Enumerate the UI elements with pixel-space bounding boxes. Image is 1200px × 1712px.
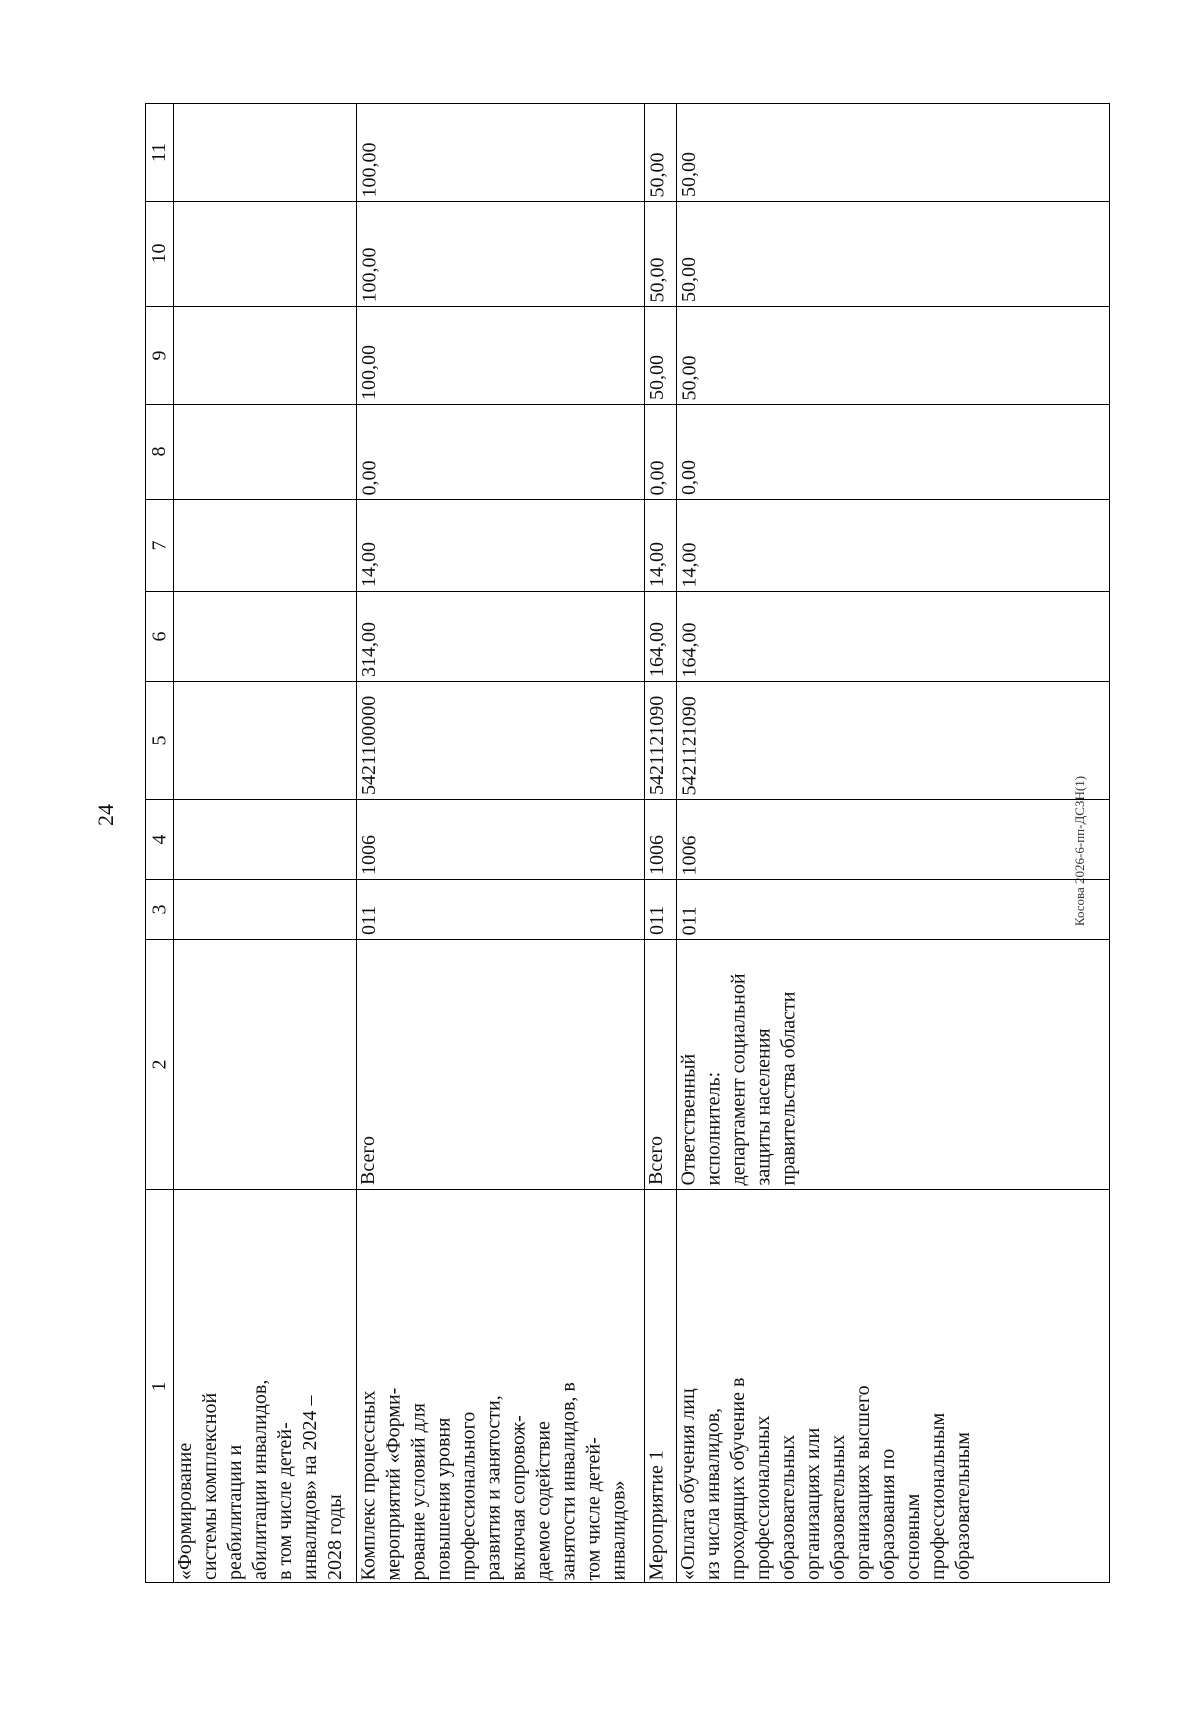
cell-value: 50,00 [646,257,668,302]
row-2-col-7 [356,499,644,591]
row-2-col-5 [356,681,644,799]
row-2-col-6 [356,591,644,681]
cell-text-line: основным [902,1493,924,1580]
cell-text-line: Всего [645,1135,667,1185]
cell-value: 011 [646,905,668,935]
cell-text-line: исполнитель: [702,1071,724,1185]
cell-text-line: рование условий для [407,1402,429,1580]
cell-value: 100,00 [358,247,380,302]
cell-text-line: включая сопровож- [507,1414,529,1580]
row-4-col-8 [676,404,1111,499]
row-2-col-3 [356,879,644,939]
column-number-1 [146,1189,173,1584]
column-number-2 [146,939,173,1189]
row-3-col-4 [644,799,676,879]
row-1-col-4 [173,799,356,879]
column-number-4 [146,799,173,879]
row-4-col-9 [676,306,1111,404]
cell-value: 1006 [358,835,380,875]
cell-text-line: 2028 годы [324,1494,346,1580]
cell-value: 011 [678,905,700,935]
row-1-col-5 [173,681,356,799]
cell-text-line: инвалидов» на 2024 – [299,1395,321,1580]
cell-text-line: в том числе детей- [274,1422,296,1580]
cell-text-line: организациях или [802,1427,824,1580]
cell-text-line: Ответственный [677,1053,699,1185]
budget-table [145,103,1110,1583]
cell-value: 0,00 [678,460,700,495]
row-2-col-2 [356,939,644,1189]
column-number-label: 4 [148,834,170,844]
row-1-col-2 [173,939,356,1189]
row-2-col-1 [356,1189,644,1584]
column-number-label: 7 [148,540,170,550]
cell-value: 1006 [678,835,700,875]
cell-value: 50,00 [646,355,668,400]
cell-text-line: организациях высшего [852,1385,874,1580]
cell-text-line: образовательных [777,1434,799,1580]
row-4-col-1 [676,1189,1111,1584]
cell-text-line: даемое содействие [532,1420,554,1580]
cell-text-line: из числа инвалидов, [702,1407,724,1580]
row-3-col-5 [644,681,676,799]
cell-value: 50,00 [678,152,700,197]
page-number: 24 [93,804,118,826]
cell-value: 0,00 [358,460,380,495]
row-3-col-11 [644,104,676,201]
cell-value: 164,00 [646,622,668,677]
column-number-6 [146,591,173,681]
cell-text-line: образования по [877,1448,899,1580]
cell-value: 0,00 [646,460,668,495]
row-1-col-8 [173,404,356,499]
row-3-col-7 [644,499,676,591]
column-number-9 [146,306,173,404]
row-4-col-3 [676,879,1111,939]
cell-value: 011 [358,905,380,935]
row-3-col-1 [644,1189,676,1584]
column-number-label: 3 [148,904,170,914]
row-2-col-11 [356,104,644,201]
cell-value: 50,00 [678,355,700,400]
cell-text-line: Мероприятие 1 [645,1449,667,1580]
row-4-col-4 [676,799,1111,879]
column-number-8 [146,404,173,499]
cell-value: 100,00 [358,345,380,400]
cell-text-line: образовательным [952,1432,974,1580]
row-1-col-6 [173,591,356,681]
row-1-col-3 [173,879,356,939]
cell-value: 14,00 [358,542,380,587]
column-number-5 [146,681,173,799]
cell-value: 5421100000 [358,695,380,795]
cell-value: 5421121090 [678,695,700,795]
cell-text-line: Комплекс процессных [357,1390,379,1580]
cell-text-line: «Оплата обучения лиц [677,1388,699,1580]
row-3-col-9 [644,306,676,404]
row-1-col-7 [173,499,356,591]
cell-text-line: образовательных [827,1434,849,1580]
column-number-label: 6 [148,631,170,641]
row-1-col-10 [173,201,356,306]
row-4-col-6 [676,591,1111,681]
row-2-col-8 [356,404,644,499]
column-number-label: 1 [148,1381,170,1392]
column-number-10 [146,201,173,306]
cell-value: 314,00 [358,622,380,677]
cell-text-line: профессионального [457,1411,479,1580]
cell-text-line: проходящих обучение в [727,1377,749,1580]
cell-text-line: занятости инвалидов, в [557,1381,579,1580]
cell-value: 50,00 [678,257,700,302]
cell-value: 1006 [646,835,668,875]
column-number-label: 11 [148,142,170,163]
row-1-col-11 [173,104,356,201]
cell-value: 14,00 [678,542,700,587]
row-3-col-6 [644,591,676,681]
cell-text-line: мероприятий «Форми- [382,1387,404,1580]
cell-text-line: «Формирование [174,1442,196,1580]
row-1-col-1 [173,1189,356,1584]
cell-text-line: системы комплексной [199,1392,221,1580]
row-3-col-8 [644,404,676,499]
column-number-label: 2 [148,1059,170,1069]
cell-value: 100,00 [358,142,380,197]
column-number-label: 8 [148,446,170,457]
row-4-col-5 [676,681,1111,799]
column-number-7 [146,499,173,591]
document-stamp: Косова 2026-6-пп-ДСЗН(1) [1072,775,1087,927]
row-1-col-9 [173,306,356,404]
column-number-3 [146,879,173,939]
column-number-11 [146,104,173,201]
row-2-col-10 [356,201,644,306]
cell-text-line: Всего [357,1135,379,1185]
cell-text-line: защиты населения [752,1027,774,1185]
row-4-col-11 [676,104,1111,201]
row-3-col-3 [644,879,676,939]
cell-text-line: том числе детей- [582,1436,604,1580]
cell-text-line: профессиональным [927,1412,949,1580]
cell-value: 164,00 [678,622,700,677]
column-number-label: 10 [148,243,170,264]
row-4-col-7 [676,499,1111,591]
cell-text-line: реабилитации и [224,1444,246,1580]
row-4-col-2 [676,939,1111,1189]
column-number-label: 5 [148,735,170,745]
cell-text-line: повышения уровня [432,1417,454,1580]
row-2-col-9 [356,306,644,404]
cell-value: 5421121090 [646,695,668,795]
row-4-col-10 [676,201,1111,306]
cell-value: 50,00 [646,152,668,197]
cell-text-line: профессиональных [752,1415,774,1580]
row-3-col-10 [644,201,676,306]
cell-text-line: правительства области [777,991,799,1185]
cell-text-line: департамент социальной [727,972,749,1185]
cell-text-line: развития и занятости, [482,1394,504,1580]
cell-text-line: абилитации инвалидов, [249,1379,271,1580]
column-number-label: 9 [148,350,170,360]
row-3-col-2 [644,939,676,1189]
cell-value: 14,00 [646,542,668,587]
row-2-col-4 [356,799,644,879]
cell-text-line: инвалидов» [607,1480,629,1580]
